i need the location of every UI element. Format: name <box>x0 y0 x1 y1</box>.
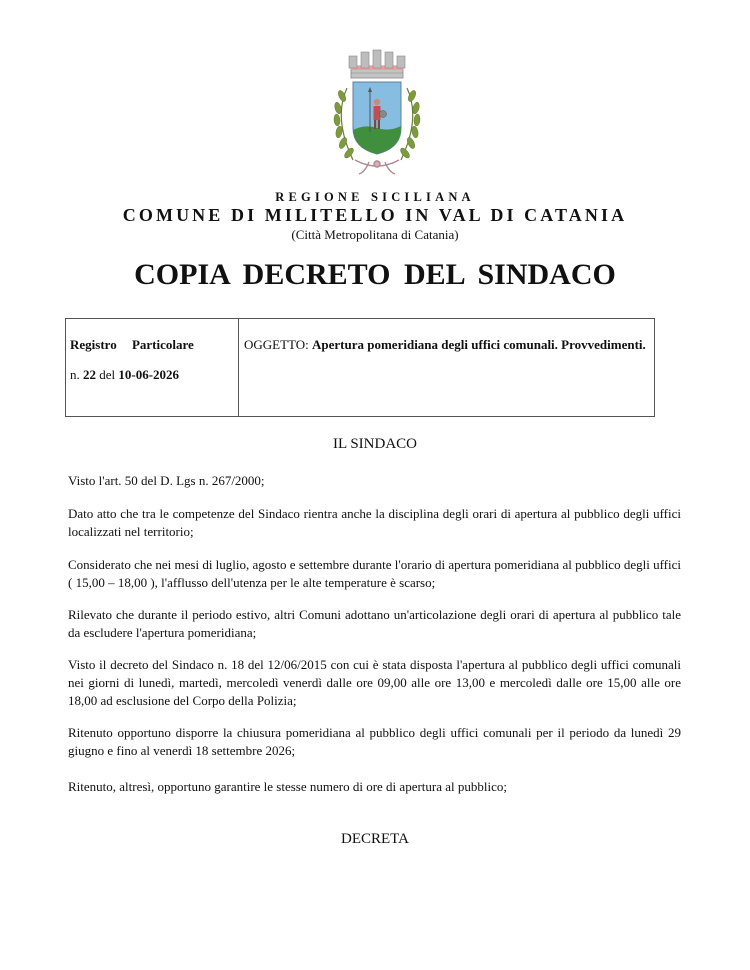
register-details <box>66 319 239 416</box>
register-box <box>65 318 655 417</box>
region-name: REGIONE SICILIANA <box>275 190 475 204</box>
subject-text: Apertura pomeridiana degli uffici comunali. Provvedimenti. <box>312 337 646 352</box>
paragraph-5: Visto il decreto del Sindaco n. 18 del 12/06/2015 con cui è stata disposta l'apertura al pubblico degli uffici comunali nei giorni di lunedì, martedì, mercoledì venerdì dalle ore 09,00 alle ore 13,00 e mercoledì dalle ore 15,00 alle ore 18,00 ad esclusione del Corpo della Polizia; <box>68 657 681 708</box>
register-label: Registro Particolare <box>70 337 194 352</box>
crown-icon <box>349 50 405 78</box>
number-value: 22 <box>83 367 96 382</box>
subject-label: OGGETTO: <box>244 337 309 352</box>
ribbon-icon <box>355 160 399 174</box>
shield-icon <box>353 82 401 154</box>
paragraph-1: Visto l'art. 50 del D. Lgs n. 267/2000; <box>68 473 265 488</box>
subject-cell <box>239 319 654 416</box>
register-number <box>70 367 238 383</box>
paragraph-3: Considerato che nei mesi di luglio, agosto e settembre durante l'orario di apertura pomeridiana al pubblico degli uffici ( 15,00 – 18,00 ), l'afflusso dell'utenza per le alte temperature è scarso; <box>68 557 681 590</box>
coat-of-arms-icon <box>325 48 429 176</box>
date-value: 10-06-2026 <box>118 367 180 382</box>
paragraph-4: Rilevato che durante il periodo estivo, altri Comuni adottano un'articolazione degli orari di apertura al pubblico tale da escludere l'apertura pomeridiana; <box>68 607 681 640</box>
date-prefix: del <box>99 367 116 382</box>
document-title: COPIA DECRETO DEL SINDACO <box>134 258 616 291</box>
paragraph-7: Ritenuto, altresì, opportuno garantire le stesse numero di ore di apertura al pubblico; <box>68 779 507 794</box>
paragraph-6: Ritenuto opportuno disporre la chiusura pomeridiana al pubblico degli uffici comunali per il periodo da lunedì 29 giugno e fino al venerdì 18 settembre 2026; <box>68 725 681 758</box>
laurel-right-icon <box>399 88 421 160</box>
paragraph-2: Dato atto che tra le competenze del Sindaco rientra anche la disciplina degli orari di apertura al pubblico degli uffici localizzati nel territorio; <box>68 506 681 539</box>
sindaco-heading: IL SINDACO <box>332 436 418 452</box>
number-prefix: n. <box>70 367 80 382</box>
citta-metropolitana: (Città Metropolitana di Catania) <box>291 227 459 242</box>
laurel-left-icon <box>333 88 355 160</box>
decreta-heading: DECRETA <box>341 831 409 847</box>
comune-name: COMUNE DI MILITELLO IN VAL DI CATANIA <box>122 205 628 225</box>
